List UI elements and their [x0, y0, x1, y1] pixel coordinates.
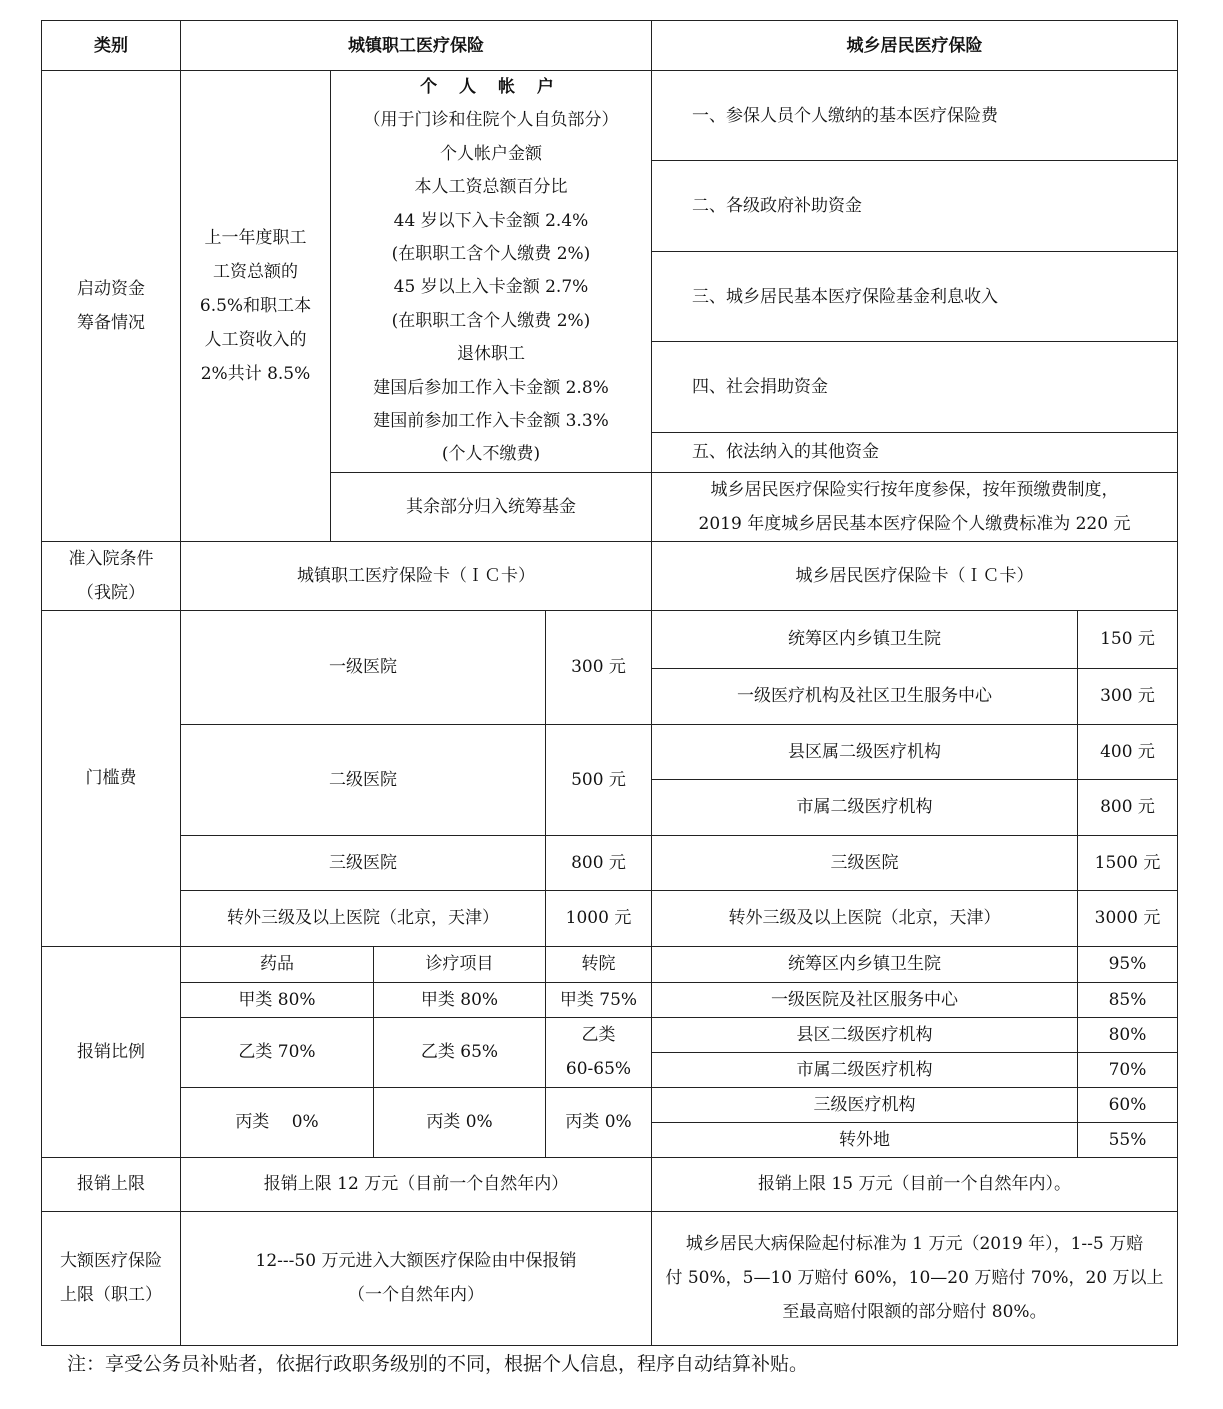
major-medical-rural: 城乡居民大病保险起付标准为 1 万元（2019 年），1--5 万赔 付 50%，5—10 万赔付 60%，10—20 万赔付 70%，20 万以上 至最高赔付限额的部分赔付 80%。 — [652, 1211, 1178, 1345]
threshold-rural-name: 三级医院 — [652, 835, 1078, 890]
reimburse-drug-class-c: 丙类 0% — [181, 1087, 374, 1157]
threshold-urban-name: 二级医院 — [181, 724, 546, 835]
reimburse-rural-rate: 60% — [1078, 1087, 1178, 1122]
threshold-rural-fee: 800 元 — [1078, 779, 1178, 835]
threshold-rural-name: 县区属二级医疗机构 — [652, 724, 1078, 779]
reimburse-drug-class-a: 甲类 80% — [181, 982, 374, 1017]
major-medical-urban: 12---50 万元进入大额医疗保险由中保报销 （一个自然年内） — [181, 1211, 652, 1345]
threshold-rural-name: 一级医疗机构及社区卫生服务中心 — [652, 668, 1078, 724]
rural-source-2: 二、各级政府补助资金 — [652, 161, 1178, 251]
reimburse-drug-class-b: 乙类 70% — [181, 1017, 374, 1087]
threshold-urban-fee: 1000 元 — [546, 890, 652, 946]
threshold-urban-name: 一级医院 — [181, 610, 546, 724]
reimburse-rural-rate: 70% — [1078, 1052, 1178, 1087]
admission-rural: 城乡居民医疗保险卡（ＩＣ卡） — [652, 541, 1178, 610]
reimburse-rural-name: 县区二级医疗机构 — [652, 1017, 1078, 1052]
threshold-urban-fee: 500 元 — [546, 724, 652, 835]
threshold-rural-fee: 400 元 — [1078, 724, 1178, 779]
header-row — [42, 21, 1178, 71]
header-category: 类别 — [42, 21, 181, 71]
threshold-rural-fee: 150 元 — [1078, 610, 1178, 668]
personal-account-title: 个 人 帐 户 — [420, 77, 562, 97]
header-rural: 城乡居民医疗保险 — [652, 21, 1178, 71]
reimburse-treatment-class-c: 丙类 0% — [374, 1087, 546, 1157]
rural-source-3: 三、城乡居民基本医疗保险基金利息收入 — [652, 251, 1178, 341]
threshold-urban-fee: 800 元 — [546, 835, 652, 890]
threshold-rural-name: 统筹区内乡镇卫生院 — [652, 610, 1078, 668]
startup-urban-contribution: 上一年度职工 工资总额的 6.5%和职工本 人工资收入的 2%共计 8.5% — [181, 71, 331, 542]
threshold-urban-fee: 300 元 — [546, 610, 652, 724]
admission-urban: 城镇职工医疗保险卡（ＩＣ卡） — [181, 541, 652, 610]
reimburse-label: 报销比例 — [42, 946, 181, 1157]
reimburse-rural-name: 三级医疗机构 — [652, 1087, 1078, 1122]
reimburse-treatment-class-a: 甲类 80% — [374, 982, 546, 1017]
threshold-rural-name: 转外三级及以上医院（北京，天津） — [652, 890, 1078, 946]
threshold-rural-fee: 300 元 — [1078, 668, 1178, 724]
reimburse-rural-rate: 95% — [1078, 946, 1178, 982]
header-urban: 城镇职工医疗保险 — [181, 21, 652, 71]
threshold-rural-name: 市属二级医疗机构 — [652, 779, 1078, 835]
startup-label: 启动资金 筹备情况 — [42, 71, 181, 542]
major-medical-label: 大额医疗保险 上限（职工） — [42, 1211, 181, 1345]
admission-label: 准入院条件 （我院） — [42, 541, 181, 610]
insurance-table-document — [41, 20, 1177, 1346]
reimburse-rural-rate: 80% — [1078, 1017, 1178, 1052]
reimburse-transfer-class-a: 甲类 75% — [546, 982, 652, 1017]
rural-source-4: 四、社会捐助资金 — [652, 342, 1178, 432]
reimburse-rural-name: 统筹区内乡镇卫生院 — [652, 946, 1078, 982]
footnote: 注：享受公务员补贴者，依据行政职务级别的不同，根据个人信息，程序自动结算补贴。 — [67, 1353, 809, 1375]
reimburse-rural-name: 一级医院及社区服务中心 — [652, 982, 1078, 1017]
reimburse-rural-rate: 85% — [1078, 982, 1178, 1017]
reimburse-rural-name: 转外地 — [652, 1122, 1078, 1157]
reimburse-header-treatment: 诊疗项目 — [374, 946, 546, 982]
reimburse-rural-name: 市属二级医疗机构 — [652, 1052, 1078, 1087]
threshold-rural-fee: 3000 元 — [1078, 890, 1178, 946]
reimburse-transfer-class-c: 丙类 0% — [546, 1087, 652, 1157]
limit-urban: 报销上限 12 万元（目前一个自然年内） — [181, 1157, 652, 1211]
remainder-to-pool: 其余部分归入统筹基金 — [331, 472, 652, 541]
personal-account-cell: 个 人 帐 户 （用于门诊和住院个人自负部分） 个人帐户金额 本人工资总额百分比 44 岁以下入卡金额 2.4% (在职职工含个人缴费 2%) 45 岁以上入卡金额 2.7% (在职职工含个人缴费 2%) 退休职工 建国后参加工作入卡金额 2.8% 建国前参加工作入卡金额 3.3% (个人不缴费) — [331, 71, 652, 473]
rural-fee-standard: 城乡居民医疗保险实行按年度参保，按年预缴费制度， 2019 年度城乡居民基本医疗保险个人缴费标准为 220 元 — [652, 472, 1178, 541]
threshold-label: 门槛费 — [42, 610, 181, 946]
threshold-urban-name: 转外三级及以上医院（北京，天津） — [181, 890, 546, 946]
rural-source-1: 一、参保人员个人缴纳的基本医疗保险费 — [652, 71, 1178, 161]
reimburse-rural-rate: 55% — [1078, 1122, 1178, 1157]
limit-rural: 报销上限 15 万元（目前一个自然年内）。 — [652, 1157, 1178, 1211]
reimburse-header-transfer: 转院 — [546, 946, 652, 982]
reimburse-header-drugs: 药品 — [181, 946, 374, 982]
threshold-urban-name: 三级医院 — [181, 835, 546, 890]
reimburse-transfer-class-b: 乙类 60-65% — [546, 1017, 652, 1087]
reimburse-treatment-class-b: 乙类 65% — [374, 1017, 546, 1087]
rural-source-5: 五、依法纳入的其他资金 — [652, 432, 1178, 472]
threshold-rural-fee: 1500 元 — [1078, 835, 1178, 890]
limit-label: 报销上限 — [42, 1157, 181, 1211]
insurance-comparison-table — [41, 20, 1178, 1346]
